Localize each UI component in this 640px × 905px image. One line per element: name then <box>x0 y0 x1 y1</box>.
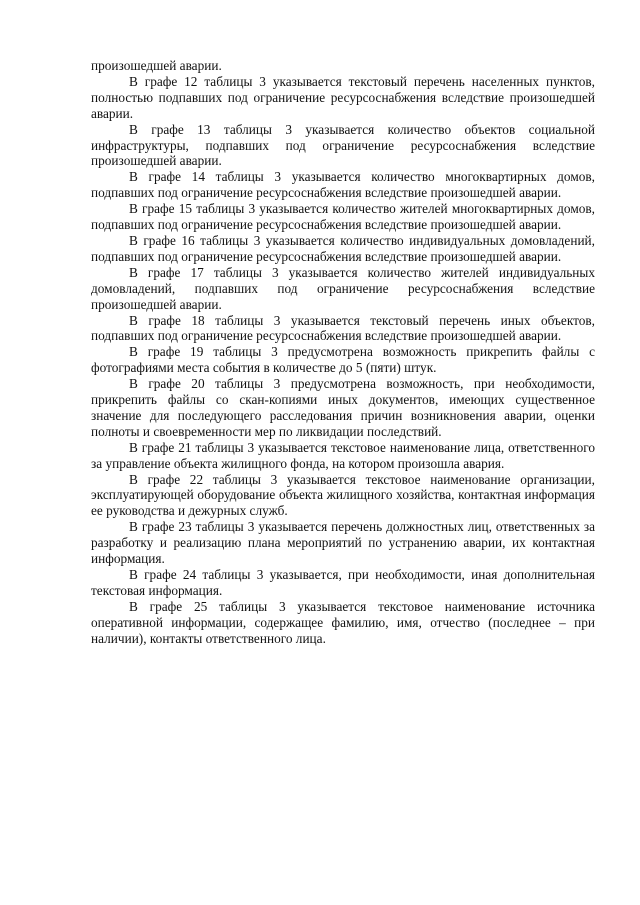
paragraph-column-22: В графе 22 таблицы 3 указывается текстовое наименование организации, эксплуатирующей оборудование объекта жилищного хозяйства, контактная информация ее руководства и дежурных служб. <box>91 471 595 519</box>
paragraph-column-20: В графе 20 таблицы 3 предусмотрена возможность, при необходимости, прикрепить файлы со скан-копиями иных документов, имеющих существенное значение для последующего расследования причин возникновения аварии, оценки полноты и своевременности мер по ликвидации последствий. <box>91 376 595 439</box>
paragraph-column-15: В графе 15 таблицы 3 указывается количество жителей многоквартирных домов, подпавших под ограничение ресурсоснабжения вследствие произошедшей аварии. <box>91 201 595 233</box>
paragraph-column-16: В графе 16 таблицы 3 указывается количество индивидуальных домовладений, подпавших под ограничение ресурсоснабжения вследствие произошедшей аварии. <box>91 232 595 264</box>
paragraph-column-25: В графе 25 таблицы 3 указывается текстовое наименование источника оперативной информации, содержащее фамилию, имя, отчество (последнее – при наличии), контакты ответственного лица. <box>91 598 595 646</box>
paragraph-column-13: В графе 13 таблицы 3 указывается количество объектов социальной инфраструктуры, подпавших под ограничение ресурсоснабжения вследствие произошедшей аварии. <box>91 121 595 169</box>
paragraph-column-18: В графе 18 таблицы 3 указывается текстовый перечень иных объектов, подпавших под ограничение ресурсоснабжения вследствие произошедшей аварии. <box>91 312 595 344</box>
paragraph-column-14: В графе 14 таблицы 3 указывается количество многоквартирных домов, подпавших под ограничение ресурсоснабжения вследствие произошедшей аварии. <box>91 169 595 201</box>
paragraph-column-17: В графе 17 таблицы 3 указывается количество жителей индивидуальных домовладений, подпавших под ограничение ресурсоснабжения вследствие произошедшей аварии. <box>91 264 595 312</box>
paragraph-column-12: В графе 12 таблицы 3 указывается текстовый перечень населенных пунктов, полностью подпавших под ограничение ресурсоснабжения вследствие произошедшей аварии. <box>91 73 595 121</box>
paragraph-column-21: В графе 21 таблицы 3 указывается текстовое наименование лица, ответственного за управление объекта жилищного фонда, на котором произошла авария. <box>91 439 595 471</box>
paragraph-column-23: В графе 23 таблицы 3 указывается перечень должностных лиц, ответственных за разработку и реализацию плана мероприятий по устранению аварии, их контактная информация. <box>91 519 595 567</box>
paragraph-column-24: В графе 24 таблицы 3 указывается, при необходимости, иная дополнительная текстовая информация. <box>91 567 595 598</box>
paragraph-column-19: В графе 19 таблицы 3 предусмотрена возможность прикрепить файлы с фотографиями места события в количестве до 5 (пяти) штук. <box>91 344 595 376</box>
paragraph-continuation: произошедшей аварии. <box>91 58 222 73</box>
document-page <box>91 58 595 647</box>
